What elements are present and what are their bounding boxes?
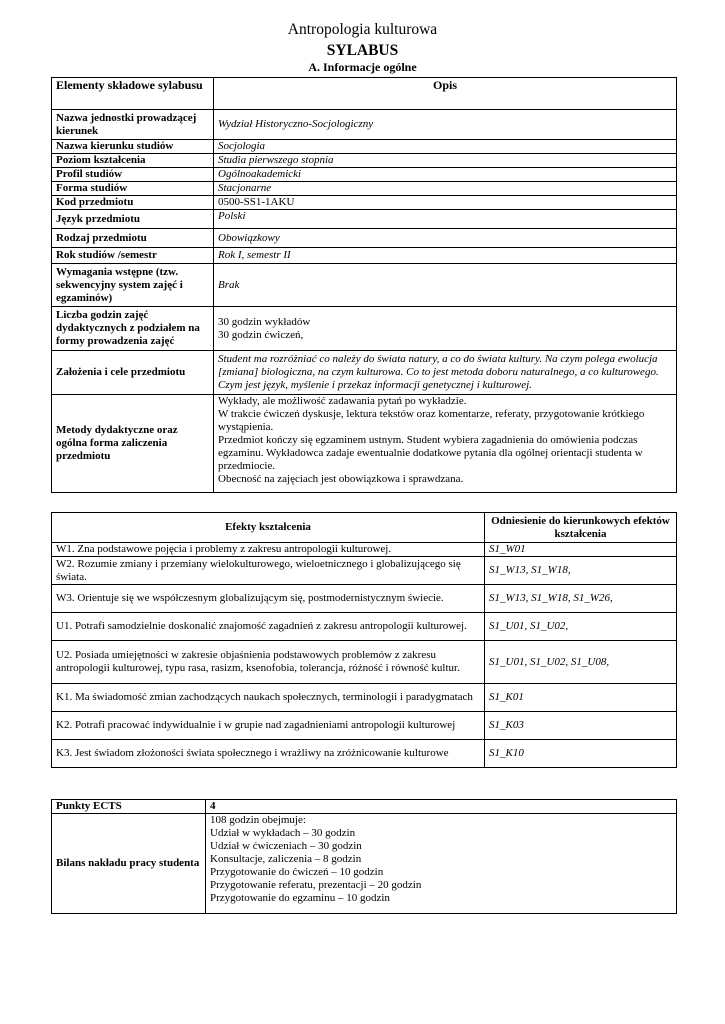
col-header-elements: Elementy składowe sylabusu	[52, 78, 214, 110]
methods-line: W trakcie ćwiczeń dyskusje, lektura tekstów oraz komentarze, referaty, przygotowanie krótkiego wystąpienia.	[218, 408, 645, 433]
row-label: Nazwa jednostki prowadzącej kierunek	[52, 110, 214, 140]
outcome-text: W3. Orientuje się we współczesnym globalizującym się, postmodernistycznym świecie.	[52, 585, 485, 613]
goals-text: Student ma rozróżniać co należy do świata natury, a co do świata kultury. Na czym polega ewolucja [zmiana] biologiczna, na czym kulturowa. Co to jest metoda doboru naturalnego, a co kulturowego. Czym jest język, myślenie i przekaz informacji genetycznej i kulturowej.	[214, 351, 677, 395]
row-label: Nazwa kierunku studiów	[52, 140, 214, 154]
hours-line: 30 godzin wykładów	[218, 315, 311, 328]
outcome-ref: S1_K03	[485, 712, 677, 740]
row-label: Wymagania wstępne (tzw. sekwencyjny system zajęć i egzaminów)	[52, 264, 214, 307]
methods-text	[214, 395, 677, 493]
row-value: 0500-SS1-1AKU	[214, 196, 677, 210]
outcome-text: U1. Potrafi samodzielnie doskonalić znajomość zagadnień z zakresu antropologii kulturowej.	[52, 613, 485, 641]
workload-line: Przygotowanie do egzaminu – 10 godzin	[210, 892, 390, 904]
workload-breakdown	[206, 814, 677, 914]
document-title: Antropologia kulturowa	[287, 21, 438, 38]
methods-line: Wykłady, ale możliwość zadawania pytań po wykładzie.	[218, 395, 467, 407]
outcome-ref: S1_W13, S1_W18,	[485, 557, 677, 585]
outcomes-table	[51, 512, 677, 768]
row-label: Kod przedmiotu	[52, 196, 214, 210]
outcome-text: K2. Potrafi pracować indywidualnie i w grupie nad zagadnieniami antropologii kulturowej	[52, 712, 485, 740]
row-value: Studia pierwszego stopnia	[214, 154, 677, 168]
general-info-table	[51, 77, 677, 493]
row-label: Rok studiów /semestr	[52, 248, 214, 264]
workload-line: Konsultacje, zaliczenia – 8 godzin	[210, 853, 362, 865]
outcome-ref: S1_W01	[485, 543, 677, 557]
methods-line: Przedmiot kończy się egzaminem ustnym. Student wybiera zagadnienia do omówienia podczas egzaminu. Wykładowca zadaje ewentualnie dodatkowe pytania dla ogólnej orientacji studenta w przedmiocie.	[218, 434, 643, 472]
workload-label: Bilans nakładu pracy studenta	[52, 814, 206, 914]
outcome-text: U2. Posiada umiejętności w zakresie objaśnienia podstawowych problemów z zakresu antropologii kulturowej, typu rasa, rasizm, ksenofobia, tolerancja, różność i równość kultur.	[52, 641, 485, 684]
outcome-ref: S1_K01	[485, 684, 677, 712]
row-value: Wydział Historyczno-Socjologiczny	[214, 110, 677, 140]
ects-table	[51, 799, 677, 914]
outcome-text: K1. Ma świadomość zmian zachodzących naukach społecznych, terminologii i paradygmatach	[52, 684, 485, 712]
section-a-heading: A. Informacje ogólne	[308, 60, 417, 74]
col-header-description: Opis	[214, 78, 677, 110]
ects-label: Punkty ECTS	[52, 800, 206, 814]
outcome-ref: S1_W13, S1_W18, S1_W26,	[485, 585, 677, 613]
outcome-text: W1. Zna podstawowe pojęcia i problemy z zakresu antropologii kulturowej.	[52, 543, 485, 557]
outcome-ref: S1_U01, S1_U02,	[485, 613, 677, 641]
hours-value	[214, 307, 677, 351]
row-label: Rodzaj przedmiotu	[52, 229, 214, 248]
methods-line: Obecność na zajęciach jest obowiązkowa i sprawdzana.	[218, 473, 464, 485]
outcome-text: K3. Jest świadom złożoności świata społecznego i wrażliwy na zróżnicowanie kulturowe	[52, 740, 485, 768]
workload-line: Przygotowanie referatu, prezentacji – 20 godzin	[210, 879, 422, 891]
methods-label: Metody dydaktyczne oraz ogólna forma zaliczenia przedmiotu	[52, 395, 214, 493]
goals-label: Założenia i cele przedmiotu	[52, 351, 214, 395]
outcome-text: W2. Rozumie zmiany i przemiany wielokulturowego, wieloetnicznego i globalizującego się świata.	[52, 557, 485, 585]
row-value: Obowiązkowy	[214, 229, 677, 248]
row-value: Rok I, semestr II	[214, 248, 677, 264]
workload-line: Przygotowanie do ćwiczeń – 10 godzin	[210, 866, 384, 878]
row-value: Polski	[214, 210, 677, 229]
row-label: Forma studiów	[52, 182, 214, 196]
workload-line: 108 godzin obejmuje:	[210, 814, 306, 826]
ects-value: 4	[206, 800, 677, 814]
workload-line: Udział w ćwiczeniach – 30 godzin	[210, 840, 362, 852]
col-header-effects: Efekty kształcenia	[52, 513, 485, 543]
row-label: Poziom kształcenia	[52, 154, 214, 168]
row-value: Brak	[214, 264, 677, 307]
outcome-ref: S1_U01, S1_U02, S1_U08,	[485, 641, 677, 684]
hours-line: 30 godzin ćwiczeń,	[218, 328, 304, 341]
workload-line: Udział w wykładach – 30 godzin	[210, 827, 356, 839]
row-value: Socjologia	[214, 140, 677, 154]
row-label: Profil studiów	[52, 168, 214, 182]
row-value: Ogólnoakademicki	[214, 168, 677, 182]
row-label: Język przedmiotu	[52, 210, 214, 229]
document-subtitle: SYLABUS	[326, 42, 399, 59]
row-value: Stacjonarne	[214, 182, 677, 196]
col-header-reference: Odniesienie do kierunkowych efektów kształcenia	[485, 513, 677, 543]
outcome-ref: S1_K10	[485, 740, 677, 768]
hours-label: Liczba godzin zajęć dydaktycznych z podziałem na formy prowadzenia zajęć	[52, 307, 214, 351]
